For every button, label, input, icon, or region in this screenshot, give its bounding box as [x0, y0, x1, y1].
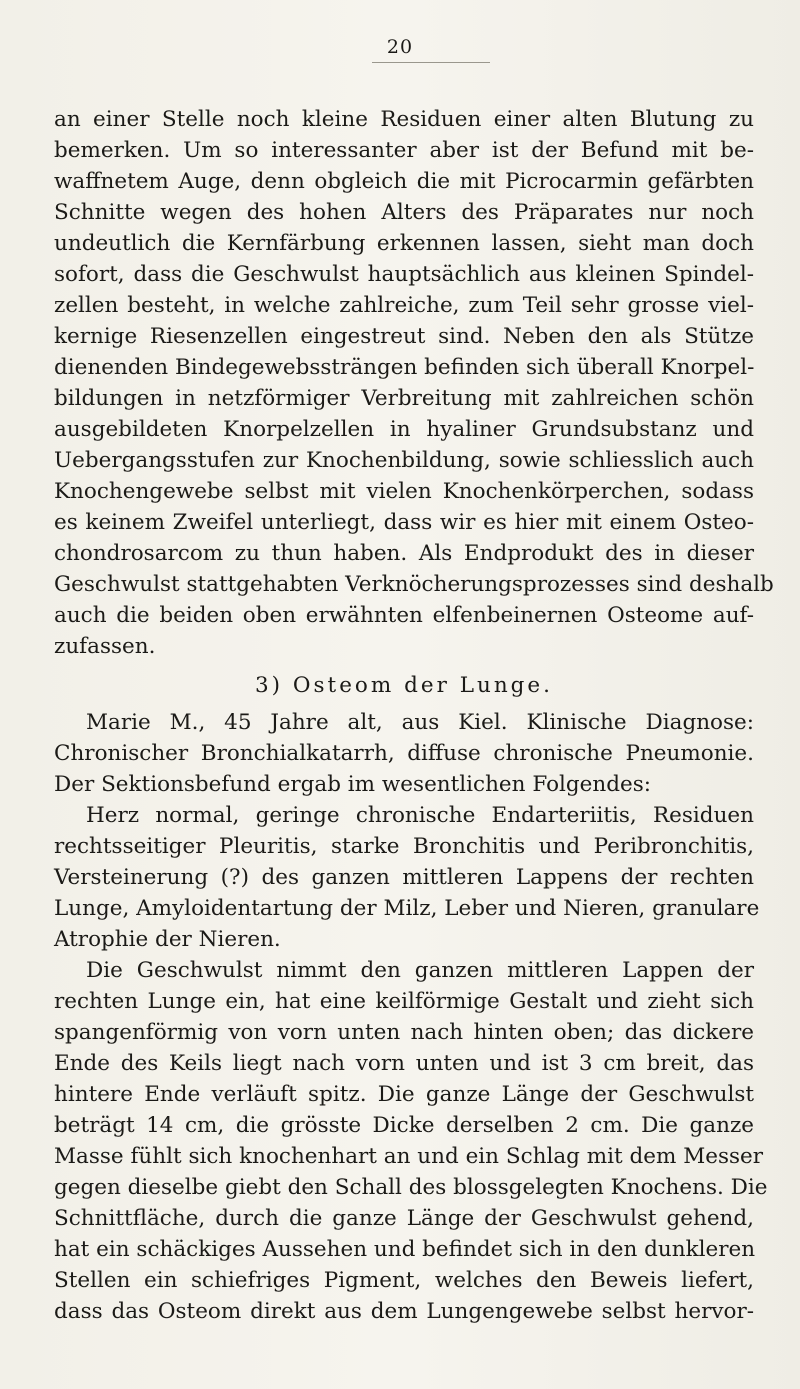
text-line: Chronischer Bronchialkatarrh, diffuse chronische Pneumonie. [54, 741, 754, 766]
text-line: zellen besteht, in welche zahlreiche, zum Teil sehr grosse viel- [54, 293, 754, 318]
paragraph-findings [54, 800, 760, 955]
text-line: dass das Osteom direkt aus dem Lungengewebe selbst hervor- [54, 1299, 754, 1324]
text-line: Der Sektionsbefund ergab im wesentlichen Folgendes: [54, 772, 651, 797]
text-line: ausgebildeten Knorpelzellen in hyaliner Grundsubstanz und [54, 417, 754, 442]
text-line: zufassen. [54, 634, 156, 659]
body-text [54, 104, 774, 1327]
text-line: spangenförmig von vorn unten nach hinten oben; das dickere [54, 1020, 754, 1045]
text-line: bemerken. Um so interessanter aber ist der Befund mit be- [54, 138, 754, 163]
text-line: Schnittfläche, durch die ganze Länge der Geschwulst gehend, [54, 1206, 754, 1231]
text-line: auch die beiden oben erwähnten elfenbeinernen Osteome auf- [54, 603, 754, 628]
paragraph-patient [54, 707, 754, 800]
text-line: Herz normal, geringe chronische Endarteriitis, Residuen [86, 803, 754, 828]
text-line: Stellen ein schiefriges Pigment, welches den Beweis liefert, [54, 1268, 754, 1293]
text-line: Uebergangsstufen zur Knochenbildung, sowie schliesslich auch [54, 448, 754, 473]
text-line: hat ein schäckiges Aussehen und befindet sich in den dunkleren [54, 1237, 756, 1262]
text-line: Masse fühlt sich knochenhart an und ein Schlag mit dem Messer [54, 1144, 764, 1169]
text-line: Schnitte wegen des hohen Alters des Präparates nur noch [54, 200, 754, 225]
text-line: bildungen in netzförmiger Verbreitung mit zahlreichen schön [54, 386, 754, 411]
text-line: hintere Ende verläuft spitz. Die ganze Länge der Geschwulst [54, 1082, 754, 1107]
text-line: rechtsseitiger Pleuritis, starke Bronchitis und Peribronchitis, [54, 834, 754, 859]
text-line: waffnetem Auge, denn obgleich die mit Picrocarmin gefärbten [54, 169, 754, 194]
paragraph-continuation [54, 104, 774, 662]
paragraph-tumor [54, 955, 768, 1327]
text-line: es keinem Zweifel unterliegt, dass wir es hier mit einem Osteo- [54, 510, 754, 535]
text-line: gegen dieselbe giebt den Schall des blossgelegten Knochens. Die [54, 1175, 768, 1200]
text-line: rechten Lunge ein, hat eine keilförmige Gestalt und zieht sich [54, 989, 754, 1014]
text-line: Ende des Keils liegt nach vorn unten und ist 3 cm breit, das [54, 1051, 754, 1076]
text-line: beträgt 14 cm, die grösste Dicke derselben 2 cm. Die ganze [54, 1113, 754, 1138]
text-line: Die Geschwulst nimmt den ganzen mittleren Lappen der [86, 958, 754, 983]
page-number: 20 [386, 36, 414, 58]
section-heading: 3) Osteom der Lunge. [255, 673, 553, 698]
text-line: Geschwulst stattgehabten Verknöcherungsprozesses sind deshalb [54, 572, 774, 597]
text-line: Versteinerung (?) des ganzen mittleren Lappens der rechten [54, 865, 754, 890]
text-line: Marie M., 45 Jahre alt, aus Kiel. Klinische Diagnose: [86, 710, 754, 735]
text-line: Atrophie der Nieren. [54, 927, 281, 952]
text-line: an einer Stelle noch kleine Residuen einer alten Blutung zu [54, 107, 754, 132]
text-line: Knochengewebe selbst mit vielen Knochenkörperchen, sodass [54, 479, 754, 504]
text-line: chondrosarcom zu thun haben. Als Endprodukt des in dieser [54, 541, 754, 566]
text-line: undeutlich die Kernfärbung erkennen lassen, sieht man doch [54, 231, 754, 256]
text-line: dienenden Bindegewebssträngen befinden sich überall Knorpel- [54, 355, 755, 380]
header-rule [372, 62, 490, 63]
text-line: kernige Riesenzellen eingestreut sind. Neben den als Stütze [54, 324, 754, 349]
text-line: sofort, dass die Geschwulst hauptsächlich aus kleinen Spindel- [54, 262, 754, 287]
text-line: Lunge, Amyloidentartung der Milz, Leber und Nieren, granulare [54, 896, 760, 921]
